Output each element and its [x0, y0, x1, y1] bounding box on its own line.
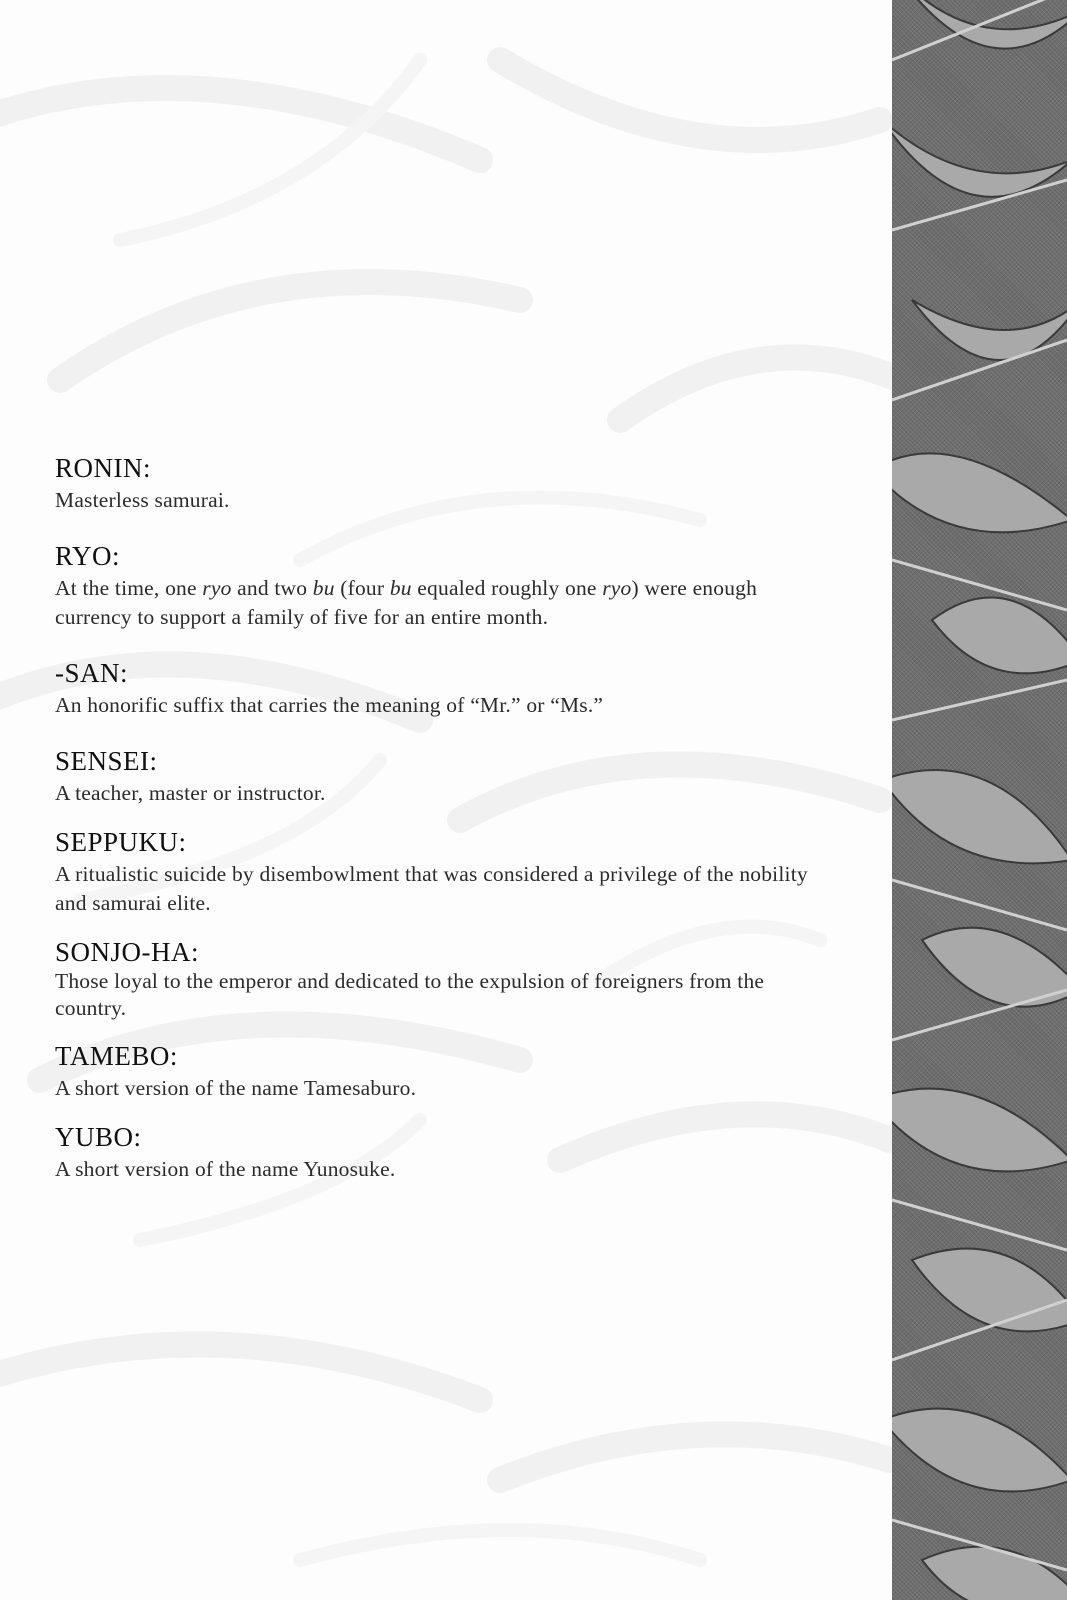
glossary-definition: Masterless samurai. — [55, 488, 230, 512]
decorative-leaf-panel — [892, 0, 1067, 1600]
glossary-definition: A teacher, master or instructor. — [55, 781, 326, 805]
glossary-entry-seppuku — [55, 826, 835, 918]
glossary-definition: A short version of the name Tamesaburo. — [55, 1076, 417, 1100]
definition-text: ) were enough currency to support a family of five for an entire month. — [55, 576, 758, 629]
glossary-entry-yubo — [55, 1121, 835, 1184]
glossary-entry-tamebo — [55, 1040, 835, 1103]
definition-italic-term: bu — [312, 576, 335, 600]
glossary-entry-ronin — [55, 452, 835, 515]
glossary-definition — [55, 574, 835, 632]
glossary-definition: An honorific suffix that carries the meaning of “Mr.” or “Ms.” — [55, 693, 604, 717]
glossary-entry-san — [55, 657, 835, 720]
glossary-entry-sensei — [55, 745, 835, 808]
glossary-term: TAMEBO: — [55, 1041, 178, 1071]
bamboo-leaf-pattern — [892, 0, 1067, 1600]
glossary-definition: Those loyal to the emperor and dedicated to the expulsion of foreigners from the country. — [55, 969, 765, 1020]
definition-italic-term: ryo — [602, 576, 632, 600]
glossary-entry-sonjo-ha — [55, 936, 835, 1022]
glossary-term: RYO: — [55, 541, 121, 571]
glossary-term: SENSEI: — [55, 746, 158, 776]
definition-italic-term: ryo — [202, 576, 232, 600]
definition-text: equaled roughly one — [411, 576, 603, 600]
definition-text: At the time, one — [55, 576, 203, 600]
glossary-term: SEPPUKU: — [55, 827, 187, 857]
definition-text: and two — [231, 576, 313, 600]
glossary-definition: A short version of the name Yunosuke. — [55, 1157, 396, 1181]
glossary-term: -SAN: — [55, 658, 129, 688]
definition-text: (four — [334, 576, 390, 600]
definition-italic-term: bu — [389, 576, 412, 600]
glossary-entry-ryo — [55, 540, 835, 632]
glossary-term: YUBO: — [55, 1122, 142, 1152]
glossary-term: SONJO-HA: — [55, 937, 200, 967]
glossary-definition: A ritualistic suicide by disembowlment that was considered a privilege of the nobility and samurai elite. — [55, 862, 808, 915]
glossary-list — [55, 452, 835, 1184]
glossary-term: RONIN: — [55, 453, 151, 483]
